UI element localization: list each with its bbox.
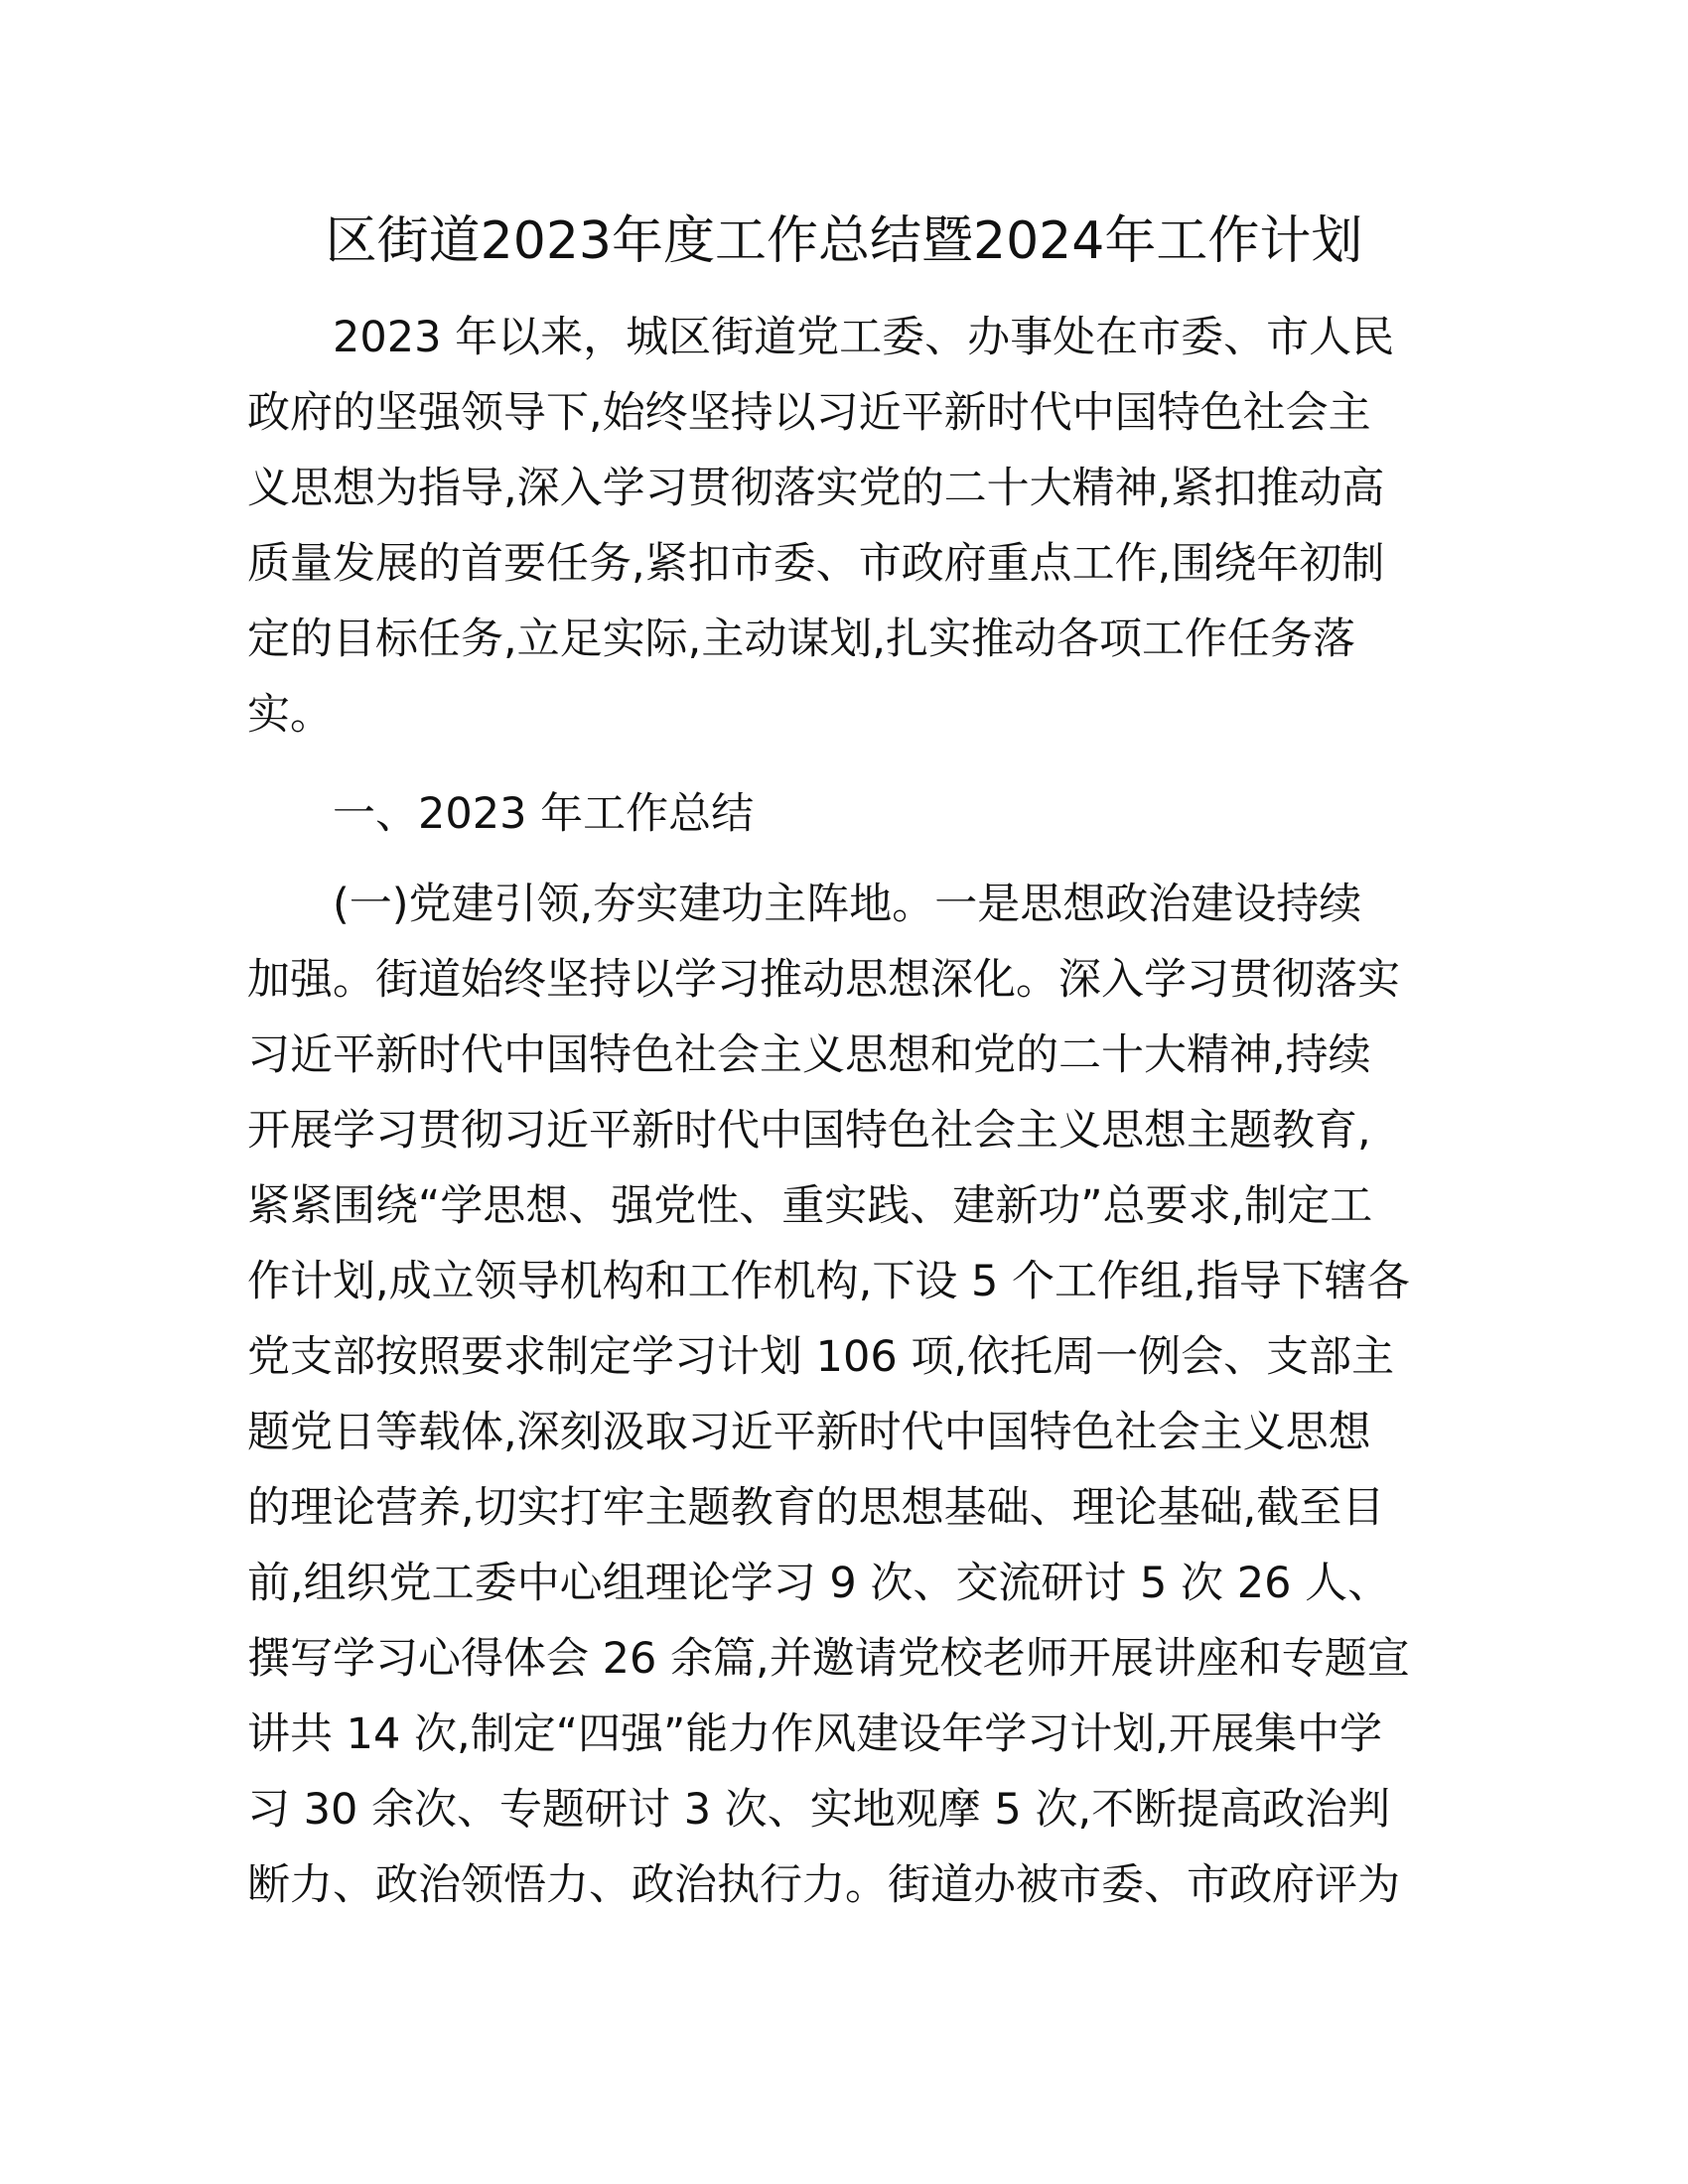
paragraph-line: 断力、政治领悟力、政治执行力。街道办被市委、市政府评为: [247, 1860, 1400, 1910]
paragraph-line: 义思想为指导,深入学习贯彻落实党的二十大精神,紧扣推动高: [247, 464, 1385, 513]
paragraph-line: 质量发展的首要任务,紧扣市委、市政府重点工作,围绕年初制: [247, 539, 1385, 589]
paragraph-line: 加强。街道始终坚持以学习推动思想深化。深入学习贯彻落实: [247, 955, 1400, 1005]
paragraph-line: 政府的坚强领导下,始终坚持以习近平新时代中国特色社会主: [247, 388, 1371, 438]
paragraph-line: 2023 年以来，城区街道党工委、办事处在市委、市人民: [333, 313, 1395, 362]
paragraph-line: 紧紧围绕“学思想、强党性、重实践、建新功”总要求,制定工: [247, 1181, 1373, 1231]
paragraph-line: 习 30 余次、专题研讨 3 次、实地观摩 5 次,不断提高政治判: [247, 1785, 1391, 1835]
paragraph-line: (一)党建引领,夯实建功主阵地。一是思想政治建设持续: [333, 880, 1362, 929]
section-heading-text: 一、2023 年工作总结: [333, 789, 755, 839]
paragraph-line: 撰写学习心得体会 26 余篇,并邀请党校老师开展讲座和专题宣: [247, 1634, 1410, 1684]
paragraph-line: 实。: [247, 690, 333, 740]
paragraph-line: 习近平新时代中国特色社会主义思想和党的二十大精神,持续: [247, 1030, 1371, 1080]
section1-paragraph: [247, 867, 1439, 1923]
paragraph-line: 题党日等载体,深刻汲取习近平新时代中国特色社会主义思想: [247, 1408, 1371, 1457]
paragraph-line: 定的目标任务,立足实际,主动谋划,扎实推动各项工作任务落: [247, 614, 1356, 664]
paragraph-line: 开展学习贯彻习近平新时代中国特色社会主义思想主题教育,: [247, 1106, 1371, 1156]
paragraph-line: 讲共 14 次,制定“四强”能力作风建设年学习计划,开展集中学: [247, 1709, 1382, 1759]
intro-paragraph: [247, 300, 1439, 752]
paragraph-line: 的理论营养,切实打牢主题教育的思想基础、理论基础,截至目: [247, 1483, 1385, 1533]
document-title: 区街道2023年度工作总结暨2024年工作计划: [325, 211, 1363, 271]
paragraph-line: 前,组织党工委中心组理论学习 9 次、交流研讨 5 次 26 人、: [247, 1559, 1391, 1608]
paragraph-line: 党支部按照要求制定学习计划 106 项,依托周一例会、支部主: [247, 1332, 1395, 1382]
paragraph-line: 作计划,成立领导机构和工作机构,下设 5 个工作组,指导下辖各: [247, 1257, 1410, 1306]
section-heading: [247, 776, 1439, 852]
